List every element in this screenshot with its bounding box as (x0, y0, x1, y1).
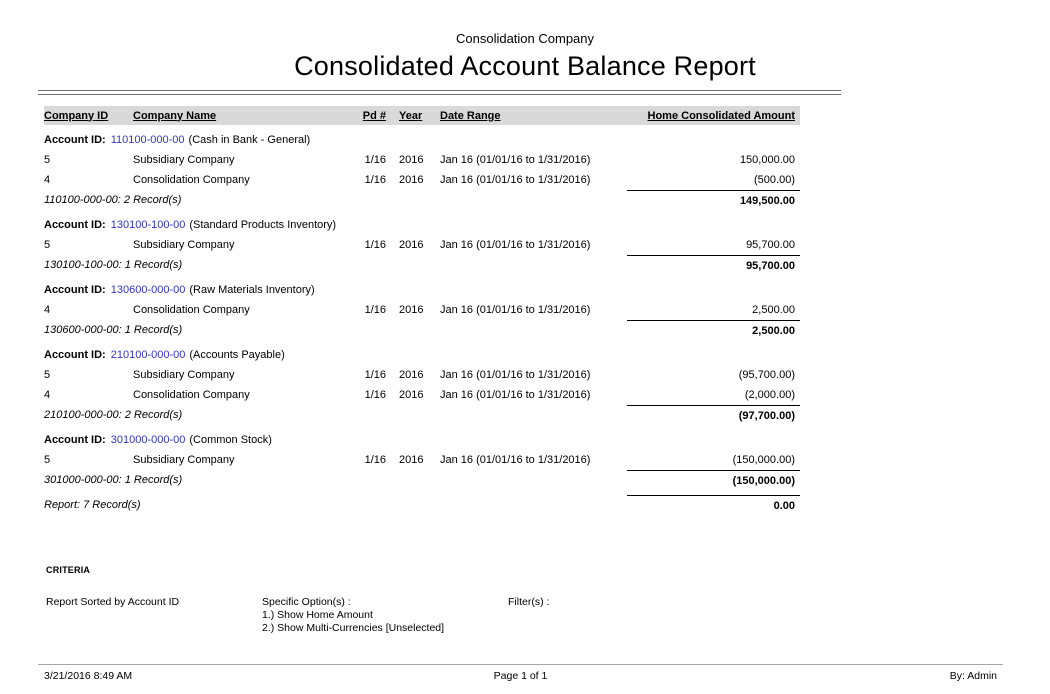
cell-company-name: Consolidation Company (133, 389, 250, 401)
footer-datetime: 3/21/2016 8:49 AM (44, 670, 133, 682)
cell-company-name: Subsidiary Company (133, 239, 235, 251)
cell-pd: 1/16 (364, 369, 386, 381)
specific-option: 1.) Show Home Amount (262, 609, 373, 621)
cell-pd: 1/16 (364, 304, 386, 316)
subtotal-label: 210100-000-00: 2 Record(s) (44, 409, 183, 421)
specific-option: 2.) Show Multi-Currencies [Unselected] (262, 622, 445, 634)
cell-date-range: Jan 16 (01/01/16 to 1/31/2016) (440, 174, 591, 186)
report-table (44, 106, 800, 515)
account-description: (Accounts Payable) (189, 348, 285, 361)
subtotal-label: 110100-000-00: 2 Record(s) (44, 194, 182, 206)
account-description: (Cash in Bank - General) (188, 133, 311, 146)
account-description: (Standard Products Inventory) (189, 218, 337, 231)
account-id-link[interactable]: 210100-000-00 (110, 348, 186, 361)
table-row (44, 365, 800, 385)
subtotal-amount: 2,500.00 (627, 320, 800, 341)
subtotal-row (44, 320, 800, 340)
cell-date-range: Jan 16 (01/01/16 to 1/31/2016) (440, 369, 591, 381)
report-footer (38, 664, 1003, 682)
subtotal-row (44, 470, 800, 490)
cell-amount: (2,000.00) (744, 389, 795, 401)
header-year: Year (399, 109, 423, 122)
account-section (44, 344, 800, 425)
specific-options-label: Specific Option(s) : (262, 596, 351, 608)
cell-date-range: Jan 16 (01/01/16 to 1/31/2016) (440, 154, 591, 166)
account-id-link[interactable]: 301000-000-00 (110, 433, 186, 446)
account-description: (Common Stock) (189, 433, 272, 446)
criteria-section (46, 565, 966, 635)
account-id-label: Account ID: (44, 433, 106, 446)
cell-amount: (150,000.00) (732, 454, 795, 466)
account-id-link[interactable]: 130100-100-00 (110, 218, 186, 231)
header-date-range: Date Range (440, 109, 501, 122)
cell-company-name: Consolidation Company (133, 304, 250, 316)
cell-year: 2016 (399, 304, 424, 316)
cell-year: 2016 (399, 454, 424, 466)
account-id-label: Account ID: (44, 348, 106, 361)
account-section (44, 129, 800, 210)
subtotal-amount: (97,700.00) (627, 405, 800, 426)
title-divider (38, 90, 841, 95)
cell-company-id: 4 (44, 174, 51, 186)
cell-company-id: 5 (44, 239, 51, 251)
subtotal-row (44, 405, 800, 425)
subtotal-label: 130100-100-00: 1 Record(s) (44, 259, 183, 271)
cell-pd: 1/16 (364, 454, 386, 466)
cell-amount: 95,700.00 (746, 239, 795, 251)
criteria-sorted-by: Report Sorted by Account ID (46, 596, 180, 608)
cell-year: 2016 (399, 174, 424, 186)
table-row (44, 385, 800, 405)
table-row (44, 450, 800, 470)
header-company-name: Company Name (133, 109, 217, 122)
table-row (44, 235, 800, 255)
cell-company-name: Consolidation Company (133, 174, 250, 186)
cell-pd: 1/16 (364, 239, 386, 251)
account-description: (Raw Materials Inventory) (189, 283, 315, 296)
cell-year: 2016 (399, 389, 424, 401)
subtotal-label: 301000-000-00: 1 Record(s) (44, 474, 183, 486)
criteria-specific-options (262, 596, 508, 635)
cell-date-range: Jan 16 (01/01/16 to 1/31/2016) (440, 304, 591, 316)
cell-year: 2016 (399, 154, 424, 166)
cell-company-name: Subsidiary Company (133, 369, 235, 381)
header-company-id: Company ID (44, 109, 109, 122)
account-section (44, 214, 800, 275)
account-section (44, 429, 800, 490)
subtotal-label: 130600-000-00: 1 Record(s) (44, 324, 183, 336)
cell-company-name: Subsidiary Company (133, 154, 235, 166)
cell-company-id: 4 (44, 389, 51, 401)
account-header (44, 214, 800, 235)
cell-date-range: Jan 16 (01/01/16 to 1/31/2016) (440, 239, 591, 251)
account-header (44, 279, 800, 300)
table-row (44, 170, 800, 190)
report-total-row (44, 495, 800, 515)
report-company-name: Consolidation Company (455, 31, 595, 46)
account-section (44, 279, 800, 340)
account-header (44, 344, 800, 365)
cell-date-range: Jan 16 (01/01/16 to 1/31/2016) (440, 389, 591, 401)
header-pd: Pd # (362, 109, 386, 122)
cell-company-id: 5 (44, 154, 51, 166)
cell-year: 2016 (399, 239, 424, 251)
footer-divider (38, 664, 1003, 665)
report-title: Consolidated Account Balance Report (294, 51, 756, 81)
account-header (44, 429, 800, 450)
account-id-link[interactable]: 110100-000-00 (110, 133, 185, 146)
cell-amount: 2,500.00 (752, 304, 795, 316)
criteria-heading: CRITERIA (46, 565, 91, 575)
account-id-link[interactable]: 130600-000-00 (110, 283, 186, 296)
account-id-label: Account ID: (44, 133, 106, 146)
cell-amount: 150,000.00 (739, 154, 795, 166)
subtotal-row (44, 190, 800, 210)
cell-company-name: Subsidiary Company (133, 454, 235, 466)
cell-amount: (95,700.00) (738, 369, 795, 381)
account-id-label: Account ID: (44, 283, 106, 296)
cell-amount: (500.00) (754, 174, 795, 186)
table-row (44, 300, 800, 320)
subtotal-amount: 95,700.00 (627, 255, 800, 276)
header-amount: Home Consolidated Amount (647, 109, 795, 122)
table-row (44, 150, 800, 170)
cell-year: 2016 (399, 369, 424, 381)
cell-company-id: 4 (44, 304, 51, 316)
cell-pd: 1/16 (364, 154, 386, 166)
cell-date-range: Jan 16 (01/01/16 to 1/31/2016) (440, 454, 591, 466)
footer-printed-by: By: Admin (949, 670, 998, 682)
cell-company-id: 5 (44, 454, 51, 466)
footer-page-number: Page 1 of 1 (493, 670, 548, 682)
subtotal-row (44, 255, 800, 275)
table-header-row (44, 106, 800, 125)
cell-pd: 1/16 (364, 174, 386, 186)
account-header (44, 129, 800, 150)
cell-pd: 1/16 (364, 389, 386, 401)
cell-company-id: 5 (44, 369, 51, 381)
subtotal-amount: (150,000.00) (627, 470, 800, 491)
criteria-filters-label: Filter(s) : (508, 596, 550, 608)
subtotal-amount: 149,500.00 (627, 190, 800, 211)
report-total-label: Report: 7 Record(s) (44, 499, 141, 511)
report-total-amount: 0.00 (627, 495, 800, 516)
account-id-label: Account ID: (44, 218, 106, 231)
